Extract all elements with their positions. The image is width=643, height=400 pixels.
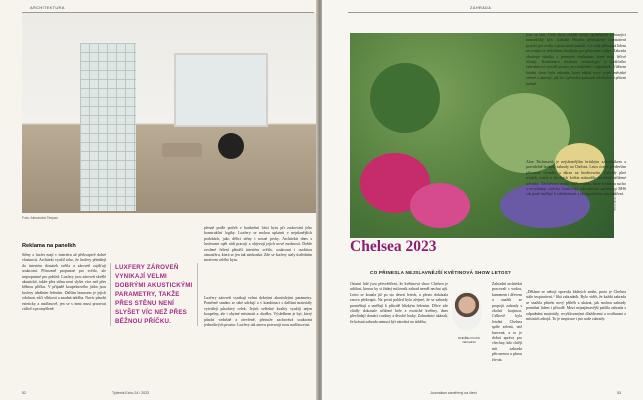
article-title: Chelsea 2023: [350, 238, 437, 255]
column-top: jsou ta tam. Celá show odráží vývoj společnosti a mizející romantický kýč. Zahrada Horatio představuje charitativní projekt pro osoby s poruchami paměti, a je tedy přístupná lidem na vozíku se stolečkem vhodným pro pěstování rostlin. Zahrada obsahuje stínítka s jemnými rostlinami, které mají léčivé účinky. Kombinace moderní technologie a tradičního zahradnictví vytváří prostor pro setkávání i odpočinek. Vítězem letošní show byla zahrada, která nabízí nové pojetí městské zeleně a ukazuje, jak lze s přírodou pracovat udržitelně a přitom krásně.: [526, 33, 626, 86]
chair: [218, 133, 244, 159]
pull-quote: LUXFERY ZÁROVEŇ VYNIKAJÍ VELMI DOBRÝMI AKUSTICKÝMI PARAMETRY, TAKŽE PŘES STĚNU NENÍ SLYŠET VÍC NEŽ PŘES BĚŽNOU PŘÍČKU.: [110, 263, 198, 326]
flower-cluster: [410, 183, 470, 228]
column-low: „Děláme se nebojí opravdu žádných změn, proto je Chelsea stále inspirativní,“ říká zahradník. Bylo vidět, že každá zahrada se snažila přinést nový příběh a ukázat, jak mohou zahrady pomáhat lidem i přírodě. Mezi nejzajímavější patřila zahrada s odpadními materiály, recyklovanými dlaždicemi a rostlinami z místních zdrojů. To je inspirace i pro naše zahrady.: [526, 290, 626, 322]
expert-portrait: [452, 291, 482, 331]
expert-byline: [449, 336, 489, 344]
window: [174, 53, 268, 127]
column-1: Stěny z luxfer mají v interiéru až překvapivě dobré vlastnosti. Architekt využil toho, že luxfery přinášejí do interiéru dostatek světla a zároveň zajišťují soukromí. Přirozeně propustné pro světlo, ale nepropustné pro pohled. Luxfery jsou zároveň skvělé akustické, takže přes stěnu není slyšet více než přes běžnou příčku. V případě koupelnového jádra jsou luxfery ideálním řešením. Dalším bonusem je jejich odolnost vůči vlhkosti a snadná údržba. Navíc působí esteticky a nadčasově, jen se s nimi musí pracovat citlivě a promyšleně.: [22, 253, 106, 312]
column-2: přesně podle potřeb v konkrétní části bytu při zachování jeho konstrukční logiky. Luxfery se mohou uplatnit v nejrůznějších podobách, jako dělicí stěny i nosné prvky. Architekti dnes s luxferami opět rádi pracují a objevují jejich nové možnosti. Dobře zvolené řešení přináší interiéru světlo, soukromí i osobitou atmosféru, která se jen tak neokouká. Zde se luxfery staly ústředním motivem celého bytu.: [204, 226, 312, 263]
column-intro: Ostatní lidé jsou přesvědčeni, že květinová show Chelsea je událost, kterou by si žádný milovník zahrad neměl nechat ujít. Letos se konala již po sto deseti letech, a přesto dokázala znovu překvapit. Na první pohled bylo zřejmé, že se zahrady proměňují a směřují k přírodě blízkým řešením. Dříve zde vládly dokonale střižené keře a exotické květiny, dnes převládají domácí rostliny a divoké louky. Zahradníci ukázali, že krásná zahrada nemusí být náročná na údržbu.: [350, 282, 448, 324]
subheading: Reklama na panelkh: [22, 243, 76, 249]
foliage: [370, 63, 440, 133]
folio: Týdeník Echo 24 / 2023: [112, 391, 149, 395]
expert-name: ONDŘEJ FOCK: [457, 336, 481, 340]
header-rule: [348, 12, 638, 13]
photo-caption: Foto: Alexandra Timpau: [22, 216, 58, 220]
page-number: 53: [617, 391, 621, 395]
article-dek: CO PŘINESLA NEJSLAVNĚJŠÍ KVĚTINOVÁ SHOW LETOS?: [370, 270, 512, 275]
page-number: 52: [22, 391, 26, 395]
column-end: Zahradní architekti pracovali s vodou, kamenem i dřevem a snažili se propojit zahrady s okolní krajinou. Celkově byla letošní Chelsea spíše zelená, než barevná, a to je dobrá zpráva pro všechny, kdo chtějí mít zahradu přirozenou a plnou života.: [492, 282, 522, 362]
section-label: ARCHITEKTURA: [30, 5, 65, 10]
photo-credit: Foto: Ondřej Fock: [613, 190, 616, 211]
interior-photo: [22, 13, 316, 213]
table: [162, 143, 202, 157]
glass-block-wall: [80, 43, 136, 211]
expert-role: zahradník: [462, 340, 476, 344]
left-page: [0, 0, 318, 400]
column-3: Luxfery zároveň vynikají velmi dobrými akustickými parametry. Poměrně snadno se také udržují a v kombinaci s dalšími materiály vytvářejí působivý celek. Jejich světelné kvality využijí nejen koupelny, ale i obytné místnosti a chodby. Výsledkem je byt, který působí vzdušně a otevřeně, přestože zachovává soukromí jednotlivých prostor. Luxfery tak znovu potvrzují svou nadčasovost.: [204, 296, 312, 328]
section-label: ZAHRADA: [470, 5, 492, 10]
folio: Journalism zaměřený na čtení: [430, 391, 477, 395]
column-mid: Alan Titchmarsh je nejslavnějším britským zahradníkem a pravidelně hodnotí zahrady na Chelsea. Letos ocenil především přirozené výsadby a důraz na biodiverzitu. Zahrady plné trvalek, travin a divokých květin nahradily perfektně střižené trávníky. Návštěvníci mohli vidět rostliny, které zvládnou sucho a nevyžadují zálivku. Královská zahradnická společnost RHS tak jasně směřuje k udržitelnosti a ekologickému zahradničení.: [526, 160, 626, 197]
